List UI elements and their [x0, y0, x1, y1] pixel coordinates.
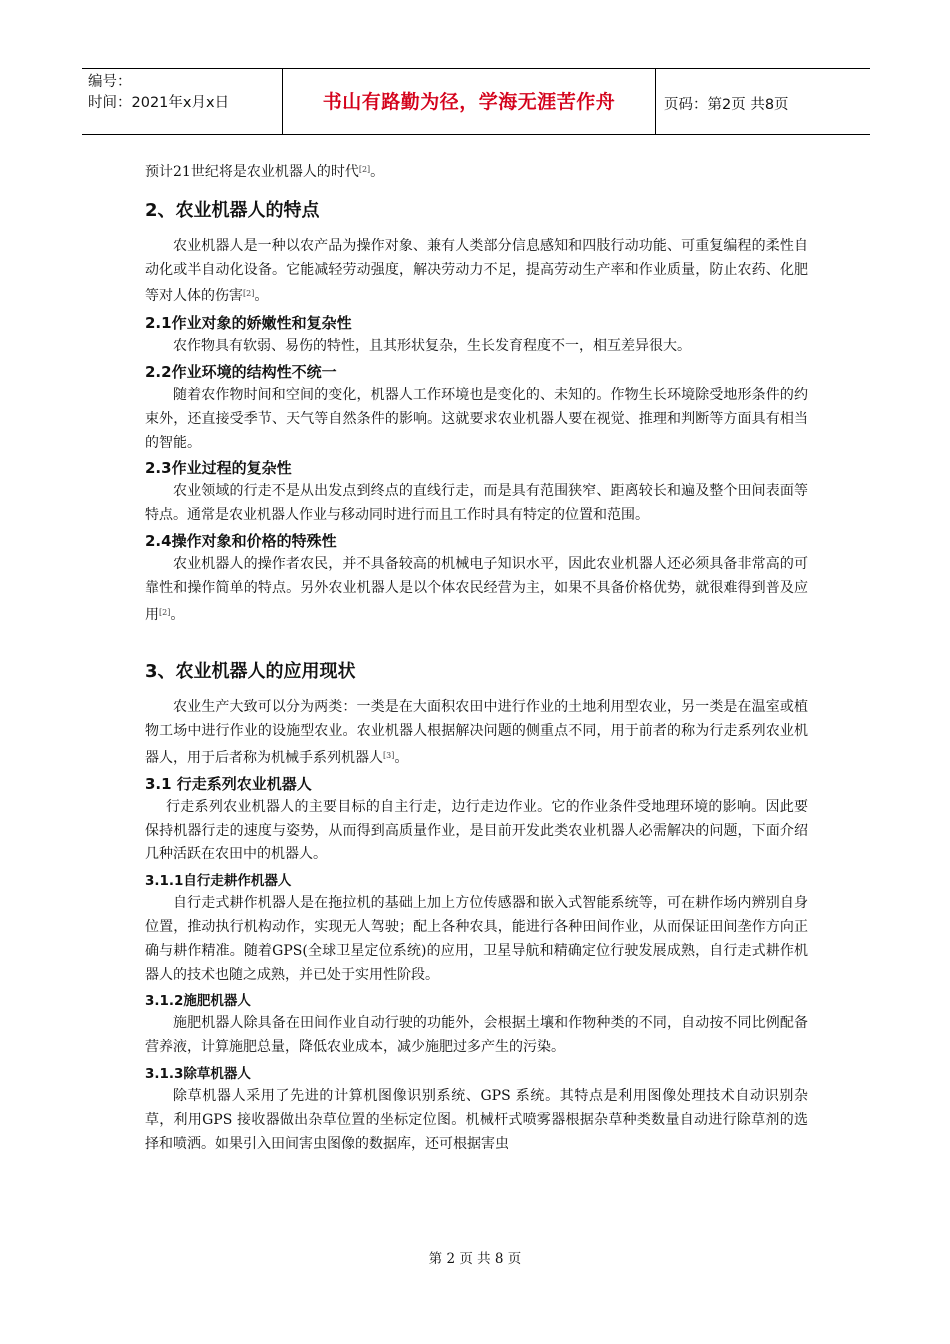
page-header: [82, 68, 870, 135]
citation: [3]: [383, 750, 395, 760]
section-2-paragraph: 农业机器人是一种以农产品为操作对象、兼有人类部分信息感知和四肢行动功能、可重复编程的柔性自动化或半自动化设备。它能减轻劳动强度，解决劳动力不足，提高劳动生产率和作业质量，防止农药、化肥等对人体的伤害[2]。: [145, 237, 808, 305]
citation: [2]: [159, 607, 171, 617]
section-2-1-paragraph: 农作物具有软弱、易伤的特性，且其形状复杂，生长发育程度不一，相互差异很大。: [173, 338, 691, 355]
citation: [2]: [243, 289, 255, 299]
section-3-1-2-heading: 3.1.2施肥机器人: [145, 993, 251, 1010]
header-motto: 书山有路勤为径，学海无涯苦作舟: [322, 91, 616, 113]
section-3-1-1-heading: 3.1.1自行走耕作机器人: [145, 873, 292, 890]
section-2-2-paragraph: 随着农作物时间和空间的变化，机器人工作环境也是变化的、未知的。作物生长环境除受地形条件的约束外，还直接受季节、天气等自然条件的影响。这就要求农业机器人要在视觉、推理和判断等方面具有相当的智能。: [145, 386, 808, 451]
section-3-1-paragraph: 行走系列农业机器人的主要目标的自主行走，边行走边作业。它的作业条件受地理环境的影响。因此要保持机器行走的速度与姿势，从而得到高质量作业，是目前开发此类农业机器人必需解决的问题，下面介绍几种活跃在农田中的机器人。: [145, 798, 808, 863]
page-footer: 第 2 页 共 8 页: [428, 1251, 522, 1267]
section-2-4-heading: 2.4操作对象和价格的特殊性: [145, 531, 337, 550]
citation: [2]: [358, 165, 371, 174]
section-3-1-3-heading: 3.1.3除草机器人: [145, 1065, 251, 1082]
section-2-3-paragraph: 农业领域的行走不是从出发点到终点的直线行走，而是具有范围狭窄、距离较长和遍及整个田间表面等特点。通常是农业机器人作业与移动同时进行而且工作时具有特定的位置和范围。: [145, 483, 808, 524]
section-3-1-heading: 3.1 行走系列农业机器人: [145, 774, 312, 793]
section-2-4-paragraph: 农业机器人的操作者农民，并不具备较高的机械电子知识水平，因此农业机器人还必须具备非常高的可靠性和操作简单的特点。另外农业机器人是以个体农民经营为主，如果不具备价格优势，就很难得到普及应用[2]。: [145, 555, 808, 623]
document-number-label: 编号：: [88, 74, 132, 90]
header-page-info: 页码：第2页 共8页: [664, 97, 789, 113]
section-2-2-heading: 2.2作业环境的结构性不统一: [145, 362, 337, 381]
section-2-heading: 2、农业机器人的特点: [145, 199, 320, 221]
section-3-paragraph: 农业生产大致可以分为两类：一类是在大面积农田中进行作业的土地利用型农业，另一类是在温室或植物工场中进行作业的设施型农业。农业机器人根据解决问题的侧重点不同，用于前者的称为行走系列农业机器人，用于后者称为机械手系列机器人[3]。: [145, 699, 808, 766]
section-3-1-2-paragraph: 施肥机器人除具备在田间作业自动行驶的功能外，会根据土壤和作物种类的不同，自动按不同比例配备营养液，计算施肥总量，降低农业成本，减少施肥过多产生的污染。: [145, 1015, 808, 1056]
section-2-1-heading: 2.1作业对象的娇嫩性和复杂性: [145, 314, 352, 333]
document-time-label: 时间：2021年x月x日: [88, 95, 230, 111]
section-3-heading: 3、农业机器人的应用现状: [145, 661, 356, 683]
section-3-1-3-paragraph: 除草机器人采用了先进的计算机图像识别系统、GPS 系统。其特点是利用图像处理技术自动识别杂草，利用GPS 接收器做出杂草位置的坐标定位图。机械杆式喷雾器根据杂草种类数量自动进行除草剂的选择和喷洒。如果引入田间害虫图像的数据库，还可根据害虫: [145, 1087, 808, 1152]
section-3-1-1-paragraph: 自行走式耕作机器人是在拖拉机的基础上加上方位传感器和嵌入式智能系统等，可在耕作场内辨别自身位置，推动执行机构动作，实现无人驾驶；配上各种农具，能进行各种田间作业，从而保证田间垄作方向正确与耕作精准。随着GPS(全球卫星定位系统)的应用，卫星导航和精确定位行驶发展成熟，自行走式耕作机器人的技术也随之成熟，并已处于实用性阶段。: [145, 895, 808, 983]
header-divider: [655, 69, 656, 134]
document-body: [145, 158, 808, 1156]
intro-paragraph: 预计21世纪将是农业机器人的时代[2]。: [145, 164, 385, 180]
section-2-3-heading: 2.3作业过程的复杂性: [145, 459, 292, 478]
header-meta: [88, 72, 284, 114]
